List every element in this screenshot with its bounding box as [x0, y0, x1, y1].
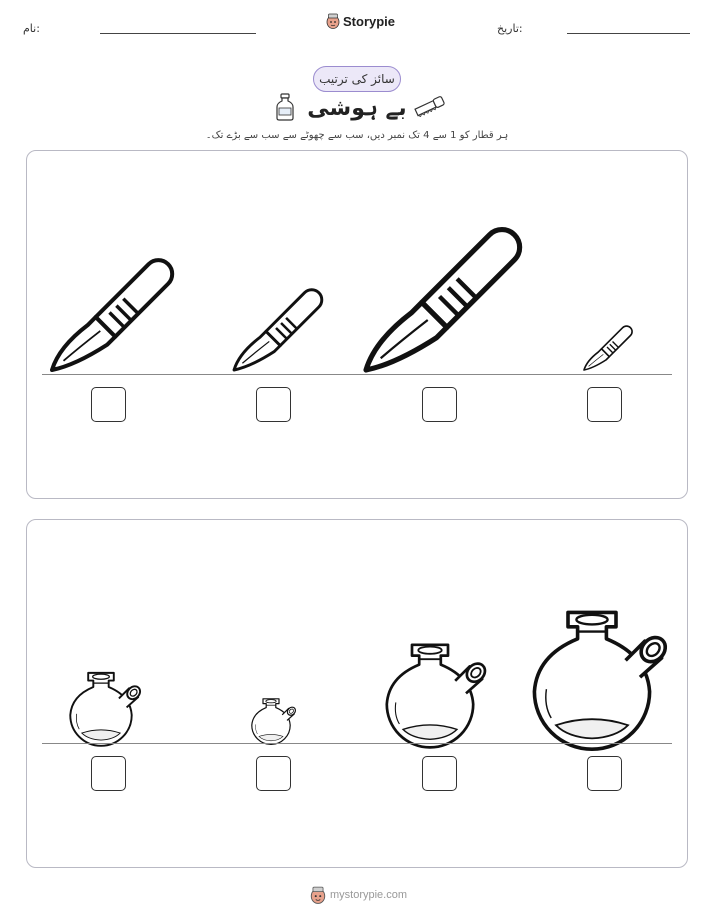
scalpel-answer-box-1[interactable]: [91, 387, 126, 422]
scalpel-answer-box-3[interactable]: [422, 387, 457, 422]
brand-logo: [326, 13, 395, 29]
medicine-bottle-icon: [274, 92, 296, 122]
flask-answer-box-3[interactable]: [422, 756, 457, 791]
flask-row-panel: [26, 519, 688, 868]
instruction-text: ہر قطار کو 1 سے 4 تک نمبر دیں، سب سے چھوٹے سے سب سے بڑے تک۔: [205, 130, 509, 141]
size-order-badge: [313, 66, 401, 92]
scalpel-answer-box-2[interactable]: [256, 387, 291, 422]
flask-answer-box-4[interactable]: [587, 756, 622, 791]
scalpel-answer-box-4[interactable]: [587, 387, 622, 422]
name-label: نام:: [23, 22, 40, 35]
badge-text: سائز کی ترتیب: [319, 72, 395, 86]
bone-saw-icon: [412, 94, 446, 118]
date-line[interactable]: [567, 33, 690, 34]
flask-answer-box-2[interactable]: [256, 756, 291, 791]
flask-row-baseline: [42, 743, 672, 744]
footer-site[interactable]: mystorypie.com: [330, 889, 408, 901]
date-label: تاریخ:: [497, 22, 523, 35]
storypie-mascot-icon: [310, 886, 326, 904]
scalpel-row-baseline: [42, 374, 672, 375]
footer: [310, 886, 407, 904]
scalpel-row-panel: [26, 150, 688, 499]
worksheet-title: بے ہوشی: [307, 96, 407, 121]
brand-name: Storypie: [343, 13, 396, 29]
flask-answer-box-1[interactable]: [91, 756, 126, 791]
storypie-mascot-icon: [326, 13, 340, 29]
name-line[interactable]: [100, 33, 256, 34]
